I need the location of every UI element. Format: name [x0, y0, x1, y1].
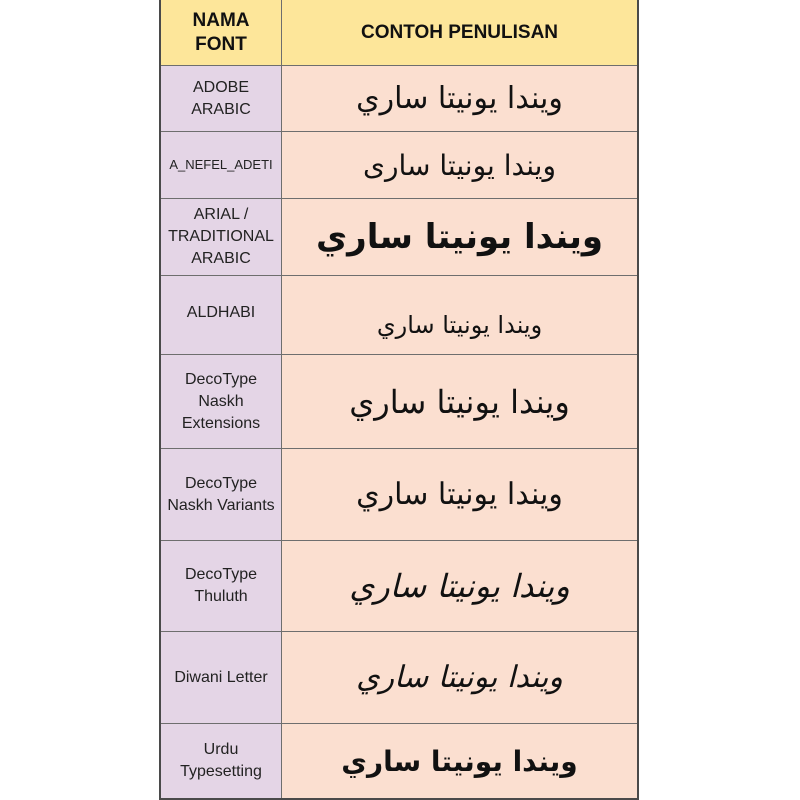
- sample-cell: ويندا يونيتا ساري: [282, 199, 637, 275]
- table-row: [161, 276, 637, 355]
- table-row: [161, 199, 637, 276]
- font-table: [159, 0, 639, 800]
- font-name-cell: DecoType Thuluth: [161, 541, 282, 631]
- table-row: [161, 66, 637, 132]
- table-header-row: [161, 0, 637, 66]
- sample-cell: ويندا يونيتا ساري: [282, 355, 637, 448]
- font-name-cell: DecoType Naskh Variants: [161, 449, 282, 540]
- sample-cell: ويندا يونيتا ساري: [282, 449, 637, 540]
- font-name-cell: DecoType Naskh Extensions: [161, 355, 282, 448]
- font-name-cell: Urdu Typesetting: [161, 724, 282, 798]
- table-row: [161, 632, 637, 724]
- sample-cell: ويندا يونيتا ساري: [282, 276, 637, 354]
- sample-cell: ويندا يونيتا ساري: [282, 724, 637, 798]
- table-row: [161, 449, 637, 541]
- font-name-cell: ARIAL / TRADITIONAL ARABIC: [161, 199, 282, 275]
- table-row: [161, 355, 637, 449]
- sample-cell: ويندا يونيتا ساري: [282, 66, 637, 131]
- sample-cell: ويندا يونيتا سارى: [282, 132, 637, 198]
- font-name-cell: ADOBE ARABIC: [161, 66, 282, 131]
- font-name-cell: Diwani Letter: [161, 632, 282, 723]
- header-font-name: NAMA FONT: [161, 0, 282, 65]
- font-name-cell: A_NEFEL_ADETI: [161, 132, 282, 198]
- table-row: [161, 132, 637, 199]
- header-sample: CONTOH PENULISAN: [282, 0, 637, 65]
- sample-cell: ويندا يونيتا ساري: [282, 632, 637, 723]
- table-row: [161, 724, 637, 800]
- table-row: [161, 541, 637, 632]
- font-name-cell: ALDHABI: [161, 276, 282, 354]
- sample-cell: ويندا يونيتا ساري: [282, 541, 637, 631]
